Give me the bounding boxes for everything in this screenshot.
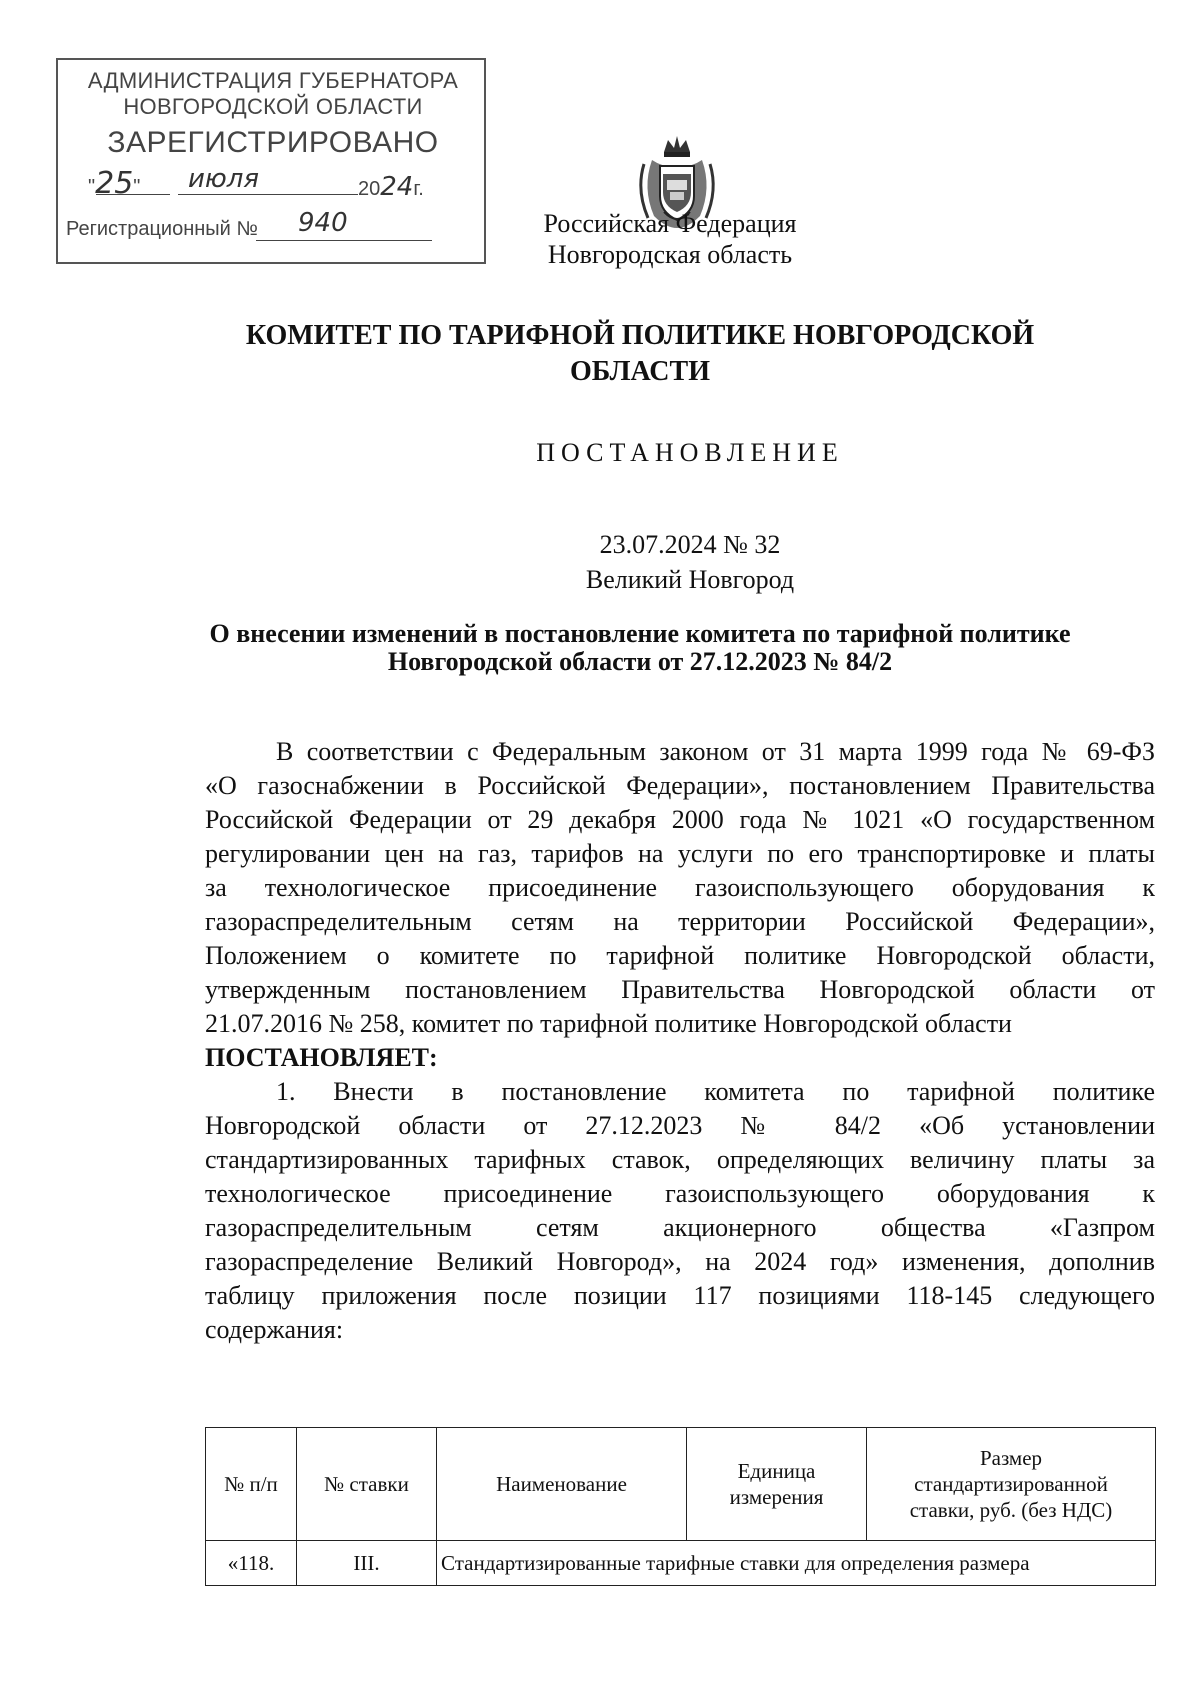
header-country: Российская Федерация — [543, 209, 797, 238]
document-type: ПОСТАНОВЛЕНИЕ — [536, 438, 844, 467]
stamp-reg-underline — [256, 240, 432, 241]
stamp-org-line1: АДМИНИСТРАЦИЯ ГУБЕРНАТОРА — [87, 68, 459, 93]
document-date-number: 23.07.2024 № 32 — [599, 530, 781, 559]
item1-line: Новгородской области от 27.12.2023 № 84/2 «Об установлении — [205, 1111, 1155, 1140]
subject-line2: Новгородской области от 27.12.2023 № 84/2 — [387, 647, 893, 676]
header-size — [867, 1428, 1156, 1541]
item1-line: стандартизированных тарифных ставок, определяющих величину платы за — [205, 1145, 1155, 1174]
committee-title-line1: КОМИТЕТ ПО ТАРИФНОЙ ПОЛИТИКЕ НОВГОРОДСКОЙ — [245, 320, 1035, 351]
preamble-line: В соответствии с Федеральным законом от 31 марта 1999 года № 69-ФЗ — [276, 737, 1155, 766]
resolves-heading: ПОСТАНОВЛЯЕТ: — [205, 1043, 438, 1072]
header-size-line3: ставки, руб. (без НДС) — [909, 1498, 1113, 1522]
stamp-date-month: июля — [188, 164, 260, 194]
preamble-line: регулировании цен на газ, тарифов на услуги по его транспортировке и платы — [205, 839, 1155, 868]
table-row — [206, 1541, 1156, 1586]
header-name: Наименование — [437, 1428, 687, 1541]
item1-line: газораспределение Великий Новгород», на 2024 год» изменения, дополнив — [205, 1247, 1155, 1276]
preamble-line: газораспределительным сетям на территории Российской Федерации», — [205, 907, 1155, 936]
committee-title — [200, 318, 1080, 390]
document-subject — [140, 620, 1140, 676]
header-num: № п/п — [206, 1428, 297, 1541]
document-city: Великий Новгород — [585, 565, 795, 594]
stamp-date-open-quote: " — [88, 176, 96, 198]
stamp-date — [88, 166, 140, 201]
stamp-date-day: 25 — [95, 166, 134, 201]
registration-stamp — [56, 58, 486, 264]
tariff-table — [205, 1427, 1156, 1586]
stamp-status: ЗАРЕГИСТРИРОВАНО — [107, 126, 439, 159]
item1-line: технологическое присоединение газоиспользующего оборудования к — [205, 1179, 1155, 1208]
header-unit-line2: измерения — [729, 1485, 824, 1509]
stamp-date-year-g: г. — [413, 178, 424, 200]
item1-line: содержания: — [205, 1315, 344, 1344]
preamble-line: «О газоснабжении в Российской Федерации», постановлением Правительства — [205, 771, 1155, 800]
stamp-reg-label: Регистрационный № — [66, 218, 258, 240]
stamp-month-underline — [178, 194, 358, 195]
item1-line: таблицу приложения после позиции 117 позициями 118-145 следующего — [205, 1281, 1155, 1310]
preamble-line: Положением о комитете по тарифной политике Новгородской области, — [205, 941, 1155, 970]
header-unit-line1: Единица — [737, 1459, 816, 1483]
stamp-date-year-suffix: 24 — [380, 172, 414, 202]
row-rate-num: III. — [297, 1541, 437, 1586]
committee-title-line2: ОБЛАСТИ — [570, 356, 710, 387]
header-size-line2: стандартизированной — [914, 1472, 1108, 1496]
stamp-date-close-quote: " — [133, 176, 141, 198]
stamp-reg-number: 940 — [298, 208, 348, 238]
preamble-line: утвержденным постановлением Правительства Новгородской области от — [205, 975, 1155, 1004]
header-unit — [687, 1428, 867, 1541]
item1-line: 1. Внести в постановление комитета по тарифной политике — [276, 1077, 1155, 1106]
subject-line1: О внесении изменений в постановление комитета по тарифной политике — [209, 619, 1071, 648]
preamble-line: 21.07.2016 № 258, комитет по тарифной политике Новгородской области — [205, 1009, 1012, 1038]
preamble-line: за технологическое присоединение газоиспользующего оборудования к — [205, 873, 1155, 902]
stamp-date-year — [358, 172, 424, 202]
row-num: «118. — [206, 1541, 297, 1586]
header-rate-num: № ставки — [297, 1428, 437, 1541]
stamp-org-line2: НОВГОРОДСКОЙ ОБЛАСТИ — [123, 94, 423, 119]
stamp-date-year-prefix: 20 — [358, 178, 381, 200]
preamble-line: Российской Федерации от 29 декабря 2000 года № 1021 «О государственном — [205, 805, 1155, 834]
header-size-line1: Размер — [979, 1446, 1043, 1470]
row-name: Стандартизированные тарифные ставки для определения размера — [437, 1541, 1156, 1586]
item1-line: газораспределительным сетям акционерного общества «Газпром — [205, 1213, 1155, 1242]
table-header-row — [206, 1428, 1156, 1541]
header-region: Новгородская область — [547, 240, 793, 269]
stamp-day-underline — [96, 194, 170, 195]
